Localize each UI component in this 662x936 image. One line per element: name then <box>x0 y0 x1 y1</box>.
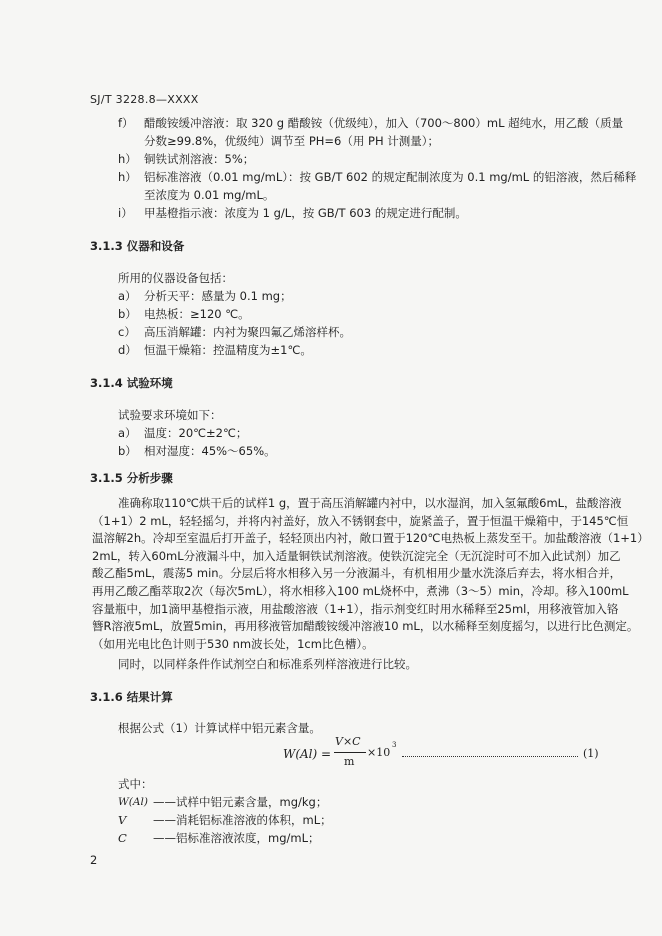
formula-number: (1) <box>583 747 599 760</box>
section-316-intro: 根据公式（1）计算试样中铝元素含量。 <box>118 721 321 735</box>
item-314-a-mark: a） <box>118 426 137 440</box>
var-c-desc: ——铝标准溶液浓度，mg/mL； <box>153 831 320 845</box>
procedure-line-5: 酸乙酯5mL，震荡5 min。分层后将水相移入另一分液漏斗，有机相用少量水洗涤后弃去，将水相合并， <box>92 566 622 581</box>
section-314-title: 3.1.4 试验环境 <box>90 376 173 390</box>
procedure-line-1: 准确称取110℃烘干后的试样1 g，置于高压消解罐内衬中，以水湿润，加入氢氟酸6mL，盐酸溶液 <box>118 496 622 510</box>
procedure-line-7: 容量瓶中，加1滴甲基橙指示液，用盐酸溶液（1+1），指示剂变红时用水稀释至25ml，用移液管加入铬 <box>92 601 619 616</box>
item-313-c-text: 高压消解罐：内衬为聚四氟乙烯溶样杯。 <box>144 325 351 339</box>
item-313-a-text: 分析天平：感量为 0.1 mg； <box>144 289 292 303</box>
fraction-bar <box>334 752 366 753</box>
item-313-d-text: 恒温干燥箱：控温精度为±1℃。 <box>144 343 312 357</box>
document-id-header: SJ/T 3228.8—XXXX <box>90 93 199 106</box>
reagent-f-line2: 分数≥99.8%，优级纯）调节至 PH=6（用 PH 计测量）； <box>144 134 439 148</box>
item-314-a-text: 温度：20℃±2℃； <box>144 426 248 440</box>
reagent-h2-line1: 铝标准溶液（0.01 mg/mL）：按 GB/T 602 的规定配制浓度为 0.1 mg/mL 的铝溶液，然后稀释 <box>144 170 637 184</box>
procedure-line-6: 再用乙酸乙酯萃取2次（每次5mL），将水相移入100 mL烧杯中，煮沸（3～5）min，冷却。移入100mL <box>92 583 629 598</box>
reagent-i-mark: i） <box>118 206 133 220</box>
var-v-symbol: V <box>118 813 127 827</box>
reagent-h2-mark: h） <box>118 170 137 184</box>
formula-equals: = <box>321 747 332 761</box>
reagent-h1-mark: h） <box>118 152 137 166</box>
reagent-f-mark: f） <box>118 116 134 130</box>
item-313-c-mark: c） <box>118 325 136 339</box>
page-number: 2 <box>90 853 98 867</box>
reagent-h1-line1: 铜铁试剂溶液：5%； <box>144 152 255 166</box>
formula-numerator: V×C <box>335 735 361 748</box>
var-wal-symbol: W(Al) <box>118 796 148 808</box>
var-c-symbol: C <box>118 831 127 845</box>
item-313-b-mark: b） <box>118 307 137 321</box>
item-313-d-mark: d） <box>118 343 137 357</box>
procedure-line-8: 簪R溶液5mL，放置5min，再用移液管加醋酸铵缓冲溶液10 mL，以水稀释至刻度摇匀，以进行比色测定。 <box>92 619 639 634</box>
section-315-paragraph-2: 同时，以同样条件作试剂空白和标准系列样溶液进行比较。 <box>118 657 417 671</box>
section-315-paragraph <box>92 495 649 653</box>
formula-factor: ×10 <box>367 746 391 759</box>
reagent-h2-line2: 至浓度为 0.01 mg/mL。 <box>144 188 275 202</box>
formula-lhs: W(Al) <box>283 747 318 761</box>
formula-leader-dots <box>402 756 578 757</box>
section-313-title: 3.1.3 仪器和设备 <box>90 239 185 253</box>
procedure-line-3: 温溶解2h。冷却至室温后打开盖子，轻轻顶出内衬，敞口置于120℃电热板上蒸发至干。加盐酸溶液（1+1） <box>92 531 649 546</box>
var-v-desc: ——消耗铝标准溶液的体积，mL； <box>153 813 332 827</box>
reagent-f-line1: 醋酸铵缓冲溶液：取 320 g 醋酸铵（优级纯），加入（700～800）mL 超纯水，用乙酸（质量 <box>144 116 624 130</box>
procedure-line-4: 2mL，转入60mL分液漏斗中，加入适量铜铁试剂溶液。使铁沉淀完全（无沉淀时可不加入此试剂）加乙 <box>92 548 621 563</box>
section-313-intro: 所用的仪器设备包括： <box>118 271 233 285</box>
item-313-b-text: 电热板：≥120 ℃。 <box>144 307 250 321</box>
where-label: 式中： <box>118 777 153 791</box>
section-314-intro: 试验要求环境如下： <box>118 408 222 422</box>
section-316-title: 3.1.6 结果计算 <box>90 690 173 704</box>
formula-exponent: 3 <box>392 741 397 749</box>
procedure-line-9: （如用光电比色计则于530 nm波长处，1cm比色槽）。 <box>92 636 374 651</box>
item-314-b-text: 相对湿度：45%～65%。 <box>144 444 276 458</box>
reagent-i-line1: 甲基橙指示液：浓度为 1 g/L，按 GB/T 603 的规定进行配制。 <box>144 206 467 220</box>
item-313-a-mark: a） <box>118 289 137 303</box>
procedure-line-2: （1+1）2 mL，轻轻摇匀，并将内衬盖好，放入不锈钢套中，旋紧盖子，置于恒温干燥箱中，于145℃恒 <box>92 513 629 528</box>
item-314-b-mark: b） <box>118 444 137 458</box>
var-wal-desc: ——试样中铝元素含量，mg/kg； <box>153 795 328 809</box>
section-315-title: 3.1.5 分析步骤 <box>90 471 173 485</box>
formula-denominator: m <box>344 755 355 768</box>
